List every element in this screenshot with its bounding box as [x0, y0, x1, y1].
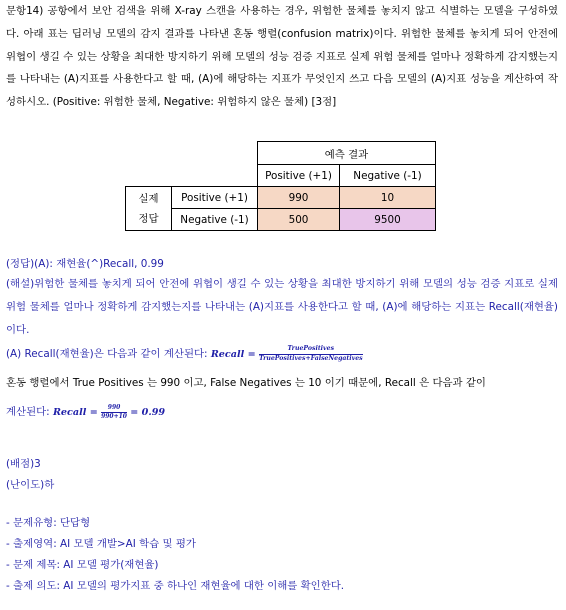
formula-line: [6, 343, 558, 366]
calc-denominator: 990+10: [101, 412, 127, 420]
blank-corner: [126, 142, 258, 165]
row-group-line-2: 정답: [138, 212, 159, 225]
cell-false-positive: 500: [258, 209, 340, 231]
calc-line: [6, 401, 558, 424]
cell-false-negative: 10: [340, 187, 436, 209]
formula-fraction: [259, 346, 363, 361]
answer-explanation: (해설)위험한 물체를 놓치게 되어 안전에 위협이 생길 수 있는 상황을 최대한 방지하기 위해 모델의 성능 검증 지표로 실제 위험 물체를 얼마나 정확하게 감지했는지를 나타내는 (A)지표를 사용한다고 할 때, (A)에 해당하는 지표는 Recall(재현율)이다.: [6, 278, 558, 336]
predicted-header: 예측 결과: [258, 142, 436, 165]
confusion-matrix-table: [125, 141, 436, 231]
calc-numerator: 990: [101, 405, 127, 413]
calc-result: = 0.99: [130, 407, 166, 418]
meta-item: - 문제유형: 단답형: [6, 517, 91, 529]
row-group-label: [126, 187, 172, 231]
col-header-negative: Negative (-1): [340, 165, 436, 187]
calc-intro: 계산된다:: [6, 406, 53, 418]
calc-lhs: Recall =: [52, 407, 98, 418]
row-header-positive: Positive (+1): [172, 187, 258, 209]
question-text: 문항14) 공항에서 보안 검색을 위해 X-ray 스캔을 사용하는 경우, 위험한 물체를 놓치지 않고 식별하는 모델을 구성하였다. 아래 표는 딥러닝 모델의 감지 결과를 나타낸 혼동 행렬(confusion matrix)이다. 위험한 물체를 놓치게 되어 안전에 위협이 생길 수 있는 상황을 최대한 방지하기 위해 모델의 성능 검증 지표로 실제 위험 물체를 얼마나 정확하게 감지했는지를 나타내는 (A)지표를 사용한다고 할 때, (A)에 해당하는 지표가 무엇인지 쓰고 다음 모델의 (A)지표 성능을 계산하여 작성하시오. (Positive: 위험한 물체, Negative: 위험하지 않은 물체) [3점]: [6, 5, 558, 109]
cell-true-negative: 9500: [340, 209, 436, 231]
calc-text: 혼동 행렬에서 True Positives 는 990 이고, False Negatives 는 10 이기 때문에, Recall 은 다음과 같이: [6, 377, 486, 389]
answer-line: (정답)(A): 재현율(^)Recall, 0.99: [6, 258, 164, 270]
row-group-line-1: 실제: [138, 192, 159, 205]
meta-item: - 출제영역: AI 모델 개발>AI 학습 및 평가: [6, 538, 196, 550]
formula-lhs: Recall =: [210, 349, 256, 360]
formula-denominator: TruePositives+FalseNegatives: [258, 354, 363, 362]
meta-item: - 출제 의도: AI 모델의 평가지표 중 하나인 재현율에 대한 이해를 확인한다.: [6, 580, 345, 592]
blank-corner-2: [126, 165, 258, 187]
formula-intro: (A) Recall(재현율)은 다음과 같이 계산된다:: [6, 348, 211, 360]
meta-item: - 문제 제목: AI 모델 평가(재현율): [6, 559, 159, 571]
calc-fraction: [101, 405, 127, 420]
row-header-negative: Negative (-1): [172, 209, 258, 231]
score-line: (배점)3: [6, 458, 41, 470]
difficulty-line: (난이도)하: [6, 479, 55, 491]
col-header-positive: Positive (+1): [258, 165, 340, 187]
cell-true-positive: 990: [258, 187, 340, 209]
formula-numerator: TruePositives: [259, 346, 363, 354]
